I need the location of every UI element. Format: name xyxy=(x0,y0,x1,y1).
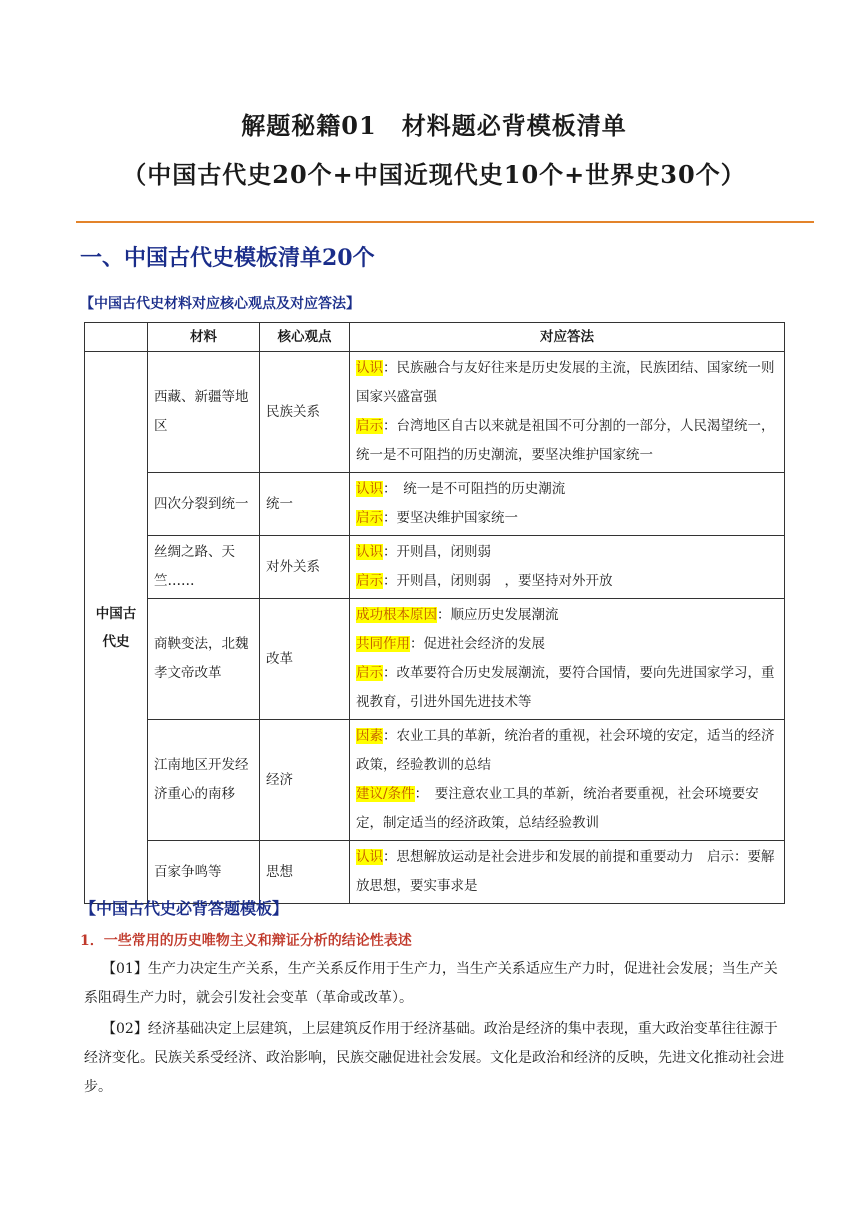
material-cell: 百家争鸣等 xyxy=(148,841,260,904)
answer-tag: 启示 xyxy=(356,510,383,526)
table-row xyxy=(85,352,785,473)
document-title: 解题秘籍01 材料题必背模板清单 xyxy=(241,111,627,140)
answer-cell xyxy=(350,352,785,473)
title-divider xyxy=(76,221,814,223)
answer-text: ：民族融合与友好往来是历史发展的主流，民族团结、国家统一则国家兴盛富强 xyxy=(356,360,775,405)
core-view-cell: 经济 xyxy=(260,720,350,841)
answer-tag: 因素 xyxy=(356,728,383,744)
answer-text: ：农业工具的革新，统治者的重视，社会环境的安定，适当的经济政策，经验教训的总结 xyxy=(356,728,775,773)
answer-tag: 认识 xyxy=(356,481,383,497)
answer-line xyxy=(356,475,778,504)
header-cell: 核心观点 xyxy=(260,323,350,352)
paragraph: 【02】经济基础决定上层建筑，上层建筑反作用于经济基础。政治是经济的集中表现，重大政治变革往往源于经济变化。民族关系受经济、政治影响，民族交融促进社会发展。文化是政治和经济的反映，先进文化推动社会进步。 xyxy=(84,1021,784,1095)
answer-text: ：促进社会经济的发展 xyxy=(410,636,545,652)
core-view-cell: 民族关系 xyxy=(260,352,350,473)
table-row xyxy=(85,599,785,720)
core-view-cell: 改革 xyxy=(260,599,350,720)
answer-text: ： 要注意农业工具的革新，统治者要重视，社会环境要安定，制定适当的经济政策，总结经验教训 xyxy=(356,786,759,831)
answer-line xyxy=(356,630,778,659)
answer-tag: 认识 xyxy=(356,849,383,865)
answer-cell xyxy=(350,536,785,599)
answer-line xyxy=(356,843,778,901)
answer-tag: 启示 xyxy=(356,573,383,589)
answer-text: ：要坚决维护国家统一 xyxy=(383,510,518,526)
answer-line xyxy=(356,601,778,630)
answer-line xyxy=(356,354,778,412)
answer-text: ：开则昌，闭则弱 xyxy=(383,544,491,560)
table-header-row xyxy=(85,323,785,352)
answer-tag: 建议/条件 xyxy=(356,786,415,802)
answer-text: ： 统一是不可阻挡的历史潮流 xyxy=(383,481,566,497)
section-heading: 一、中国古代史模板清单20个 xyxy=(80,245,375,271)
template-label: 【中国古代史必背答题模板】 xyxy=(80,899,289,918)
answer-line xyxy=(356,567,778,596)
answer-tag: 启示 xyxy=(356,418,383,434)
paragraph: 【01】生产力决定生产关系，生产关系反作用于生产力，当生产关系适应生产力时，促进社会发展；当生产关系阻碍生产力时，就会引发社会变革（革命或改革）。 xyxy=(84,961,778,1006)
answer-text: ：顺应历史发展潮流 xyxy=(437,607,559,623)
answer-tag: 共同作用 xyxy=(356,636,410,652)
material-cell: 江南地区开发经济重心的南移 xyxy=(148,720,260,841)
header-cell: 对应答法 xyxy=(350,323,785,352)
table-row xyxy=(85,841,785,904)
answer-cell xyxy=(350,599,785,720)
subheading: 1．一些常用的历史唯物主义和辩证分析的结论性表述 xyxy=(80,933,412,949)
material-cell: 西藏、新疆等地区 xyxy=(148,352,260,473)
material-cell: 丝绸之路、天竺…… xyxy=(148,536,260,599)
table-row xyxy=(85,720,785,841)
table-row xyxy=(85,473,785,536)
material-cell: 商鞅变法，北魏孝文帝改革 xyxy=(148,599,260,720)
answer-text: ：改革要符合历史发展潮流，要符合国情，要向先进国家学习，重视教育，引进外国先进技术等 xyxy=(356,665,775,710)
core-view-cell: 思想 xyxy=(260,841,350,904)
answer-text: ：开则昌，闭则弱 ，要坚持对外开放 xyxy=(383,573,613,589)
era-cell: 中国古代史 xyxy=(85,352,148,904)
answer-line xyxy=(356,504,778,533)
answer-tag: 成功根本原因 xyxy=(356,607,437,623)
answer-line xyxy=(356,412,778,470)
answer-text: ：台湾地区自古以来就是祖国不可分割的一部分，人民渴望统一，统一是不可阻挡的历史潮流，要坚决维护国家统一 xyxy=(356,418,775,463)
document-subtitle: （中国古代史20个+中国近现代史10个+世界史30个） xyxy=(122,160,746,189)
table-label: 【中国古代史材料对应核心观点及对应答法】 xyxy=(80,296,360,312)
answer-line xyxy=(356,659,778,717)
answer-cell xyxy=(350,473,785,536)
answer-line xyxy=(356,780,778,838)
core-view-cell: 统一 xyxy=(260,473,350,536)
answer-line xyxy=(356,538,778,567)
header-cell: 材料 xyxy=(148,323,260,352)
answer-line xyxy=(356,722,778,780)
answer-tag: 认识 xyxy=(356,544,383,560)
answer-cell xyxy=(350,720,785,841)
answer-text: ：思想解放运动是社会进步和发展的前提和重要动力 启示：要解放思想，要实事求是 xyxy=(356,849,775,894)
table-row xyxy=(85,536,785,599)
answer-tag: 认识 xyxy=(356,360,383,376)
material-cell: 四次分裂到统一 xyxy=(148,473,260,536)
header-cell xyxy=(85,323,148,352)
history-table xyxy=(84,322,785,904)
core-view-cell: 对外关系 xyxy=(260,536,350,599)
answer-tag: 启示 xyxy=(356,665,383,681)
answer-cell xyxy=(350,841,785,904)
